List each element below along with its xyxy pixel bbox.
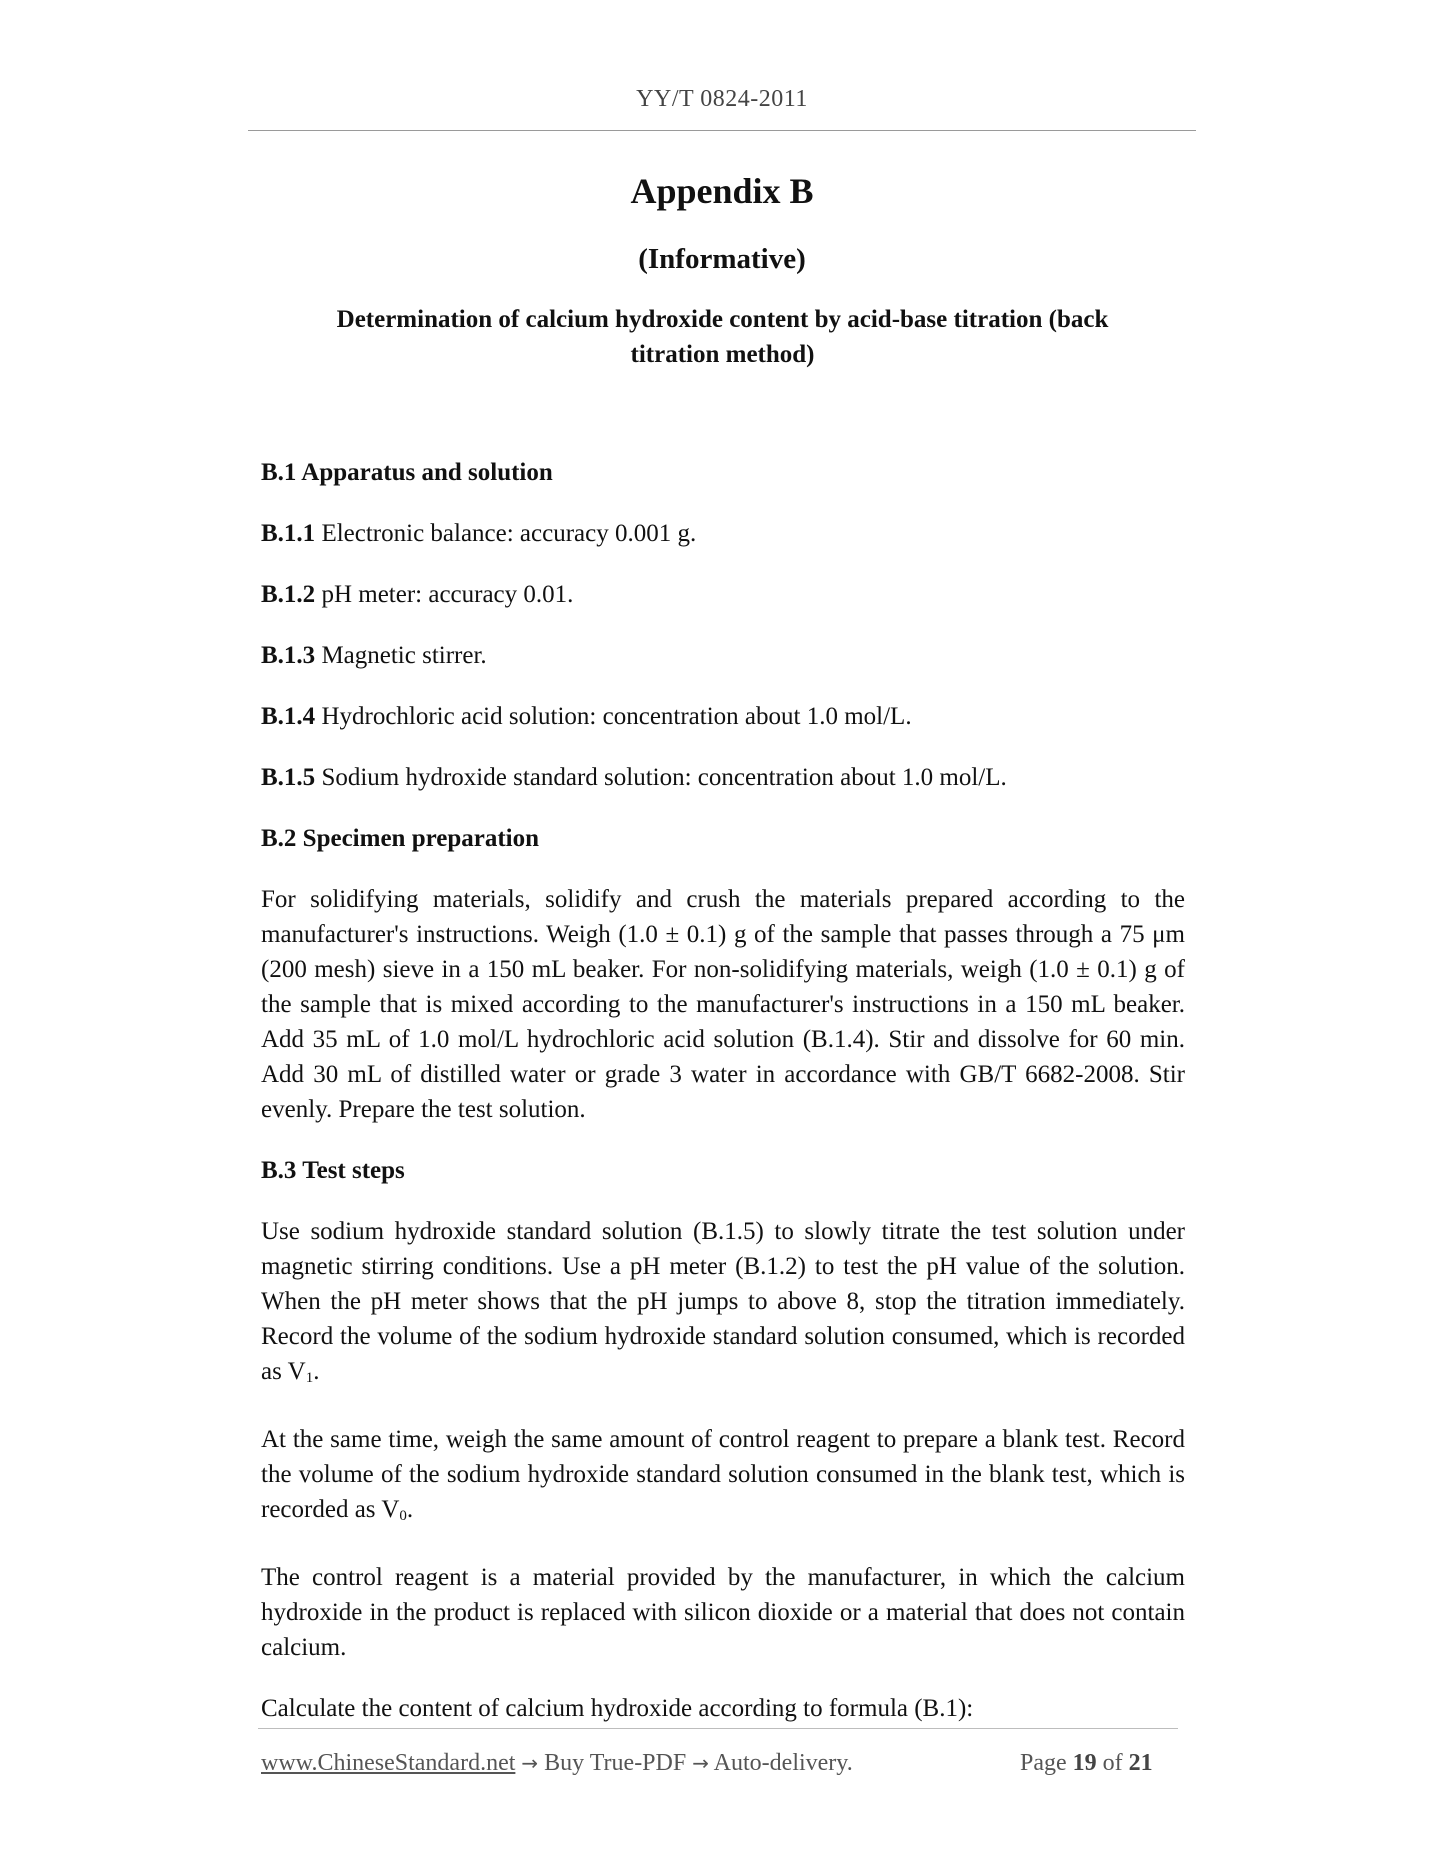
paragraph-text: At the same time, weigh the same amount of control reagent to prepare a blank test. Record the volume of the sodium hydroxide standard solution consumed in the blank test, which is recorded as V: [261, 1426, 1185, 1523]
footer-divider: [258, 1728, 1178, 1729]
paragraph-test-steps-1: [261, 1214, 1185, 1396]
header-divider: [248, 130, 1196, 131]
clause-b-1-4: [261, 699, 1185, 734]
clause-text: Sodium hydroxide standard solution: concentration about 1.0 mol/L.: [315, 764, 1007, 791]
page-indicator: [1020, 1750, 1153, 1777]
auto-delivery-text: Auto-delivery.: [713, 1750, 853, 1776]
clause-number: B.1.4: [261, 703, 316, 730]
clause-text: Magnetic stirrer.: [315, 642, 487, 669]
arrow-right-icon: →: [521, 1751, 539, 1775]
clause-b-1-1: [261, 516, 1185, 551]
clause-text: Electronic balance: accuracy 0.001 g.: [315, 520, 697, 547]
arrow-right-icon: →: [692, 1751, 709, 1775]
subscript: 1: [305, 1370, 314, 1386]
of-label: of: [1102, 1750, 1123, 1776]
clause-b-1-3: [261, 638, 1185, 673]
site-link[interactable]: www.ChineseStandard.net: [261, 1750, 516, 1776]
paragraph-specimen-preparation: For solidifying materials, solidify and crush the materials prepared according to the manufacturer's instructions. Weigh (1.0 ± 0.1) g of the sample that passes through a 75 μm (200 mesh) sieve in a 150 mL beaker. For non-solidifying materials, weigh (1.0 ± 0.1) g of the sample that is mixed according to the manufacturer's instructions in a 150 mL beaker. Add 35 mL of 1.0 mol/L hydrochloric acid solution (B.1.4). Stir and dissolve for 60 min. Add 30 mL of distilled water or grade 3 water in accordance with GB/T 6682-2008. Stir evenly. Prepare the test solution.: [261, 886, 1185, 1123]
appendix-main-heading: Determination of calcium hydroxide content by acid-base titration (back titration method): [336, 306, 1109, 368]
section-heading-b1: B.1 Apparatus and solution: [261, 459, 553, 486]
clause-text: Hydrochloric acid solution: concentration about 1.0 mol/L.: [315, 703, 912, 730]
paragraph-test-steps-2: [261, 1422, 1185, 1534]
page-total: 21: [1128, 1750, 1153, 1776]
buy-pdf-text: Buy True-PDF: [544, 1750, 687, 1776]
clause-number: B.1.3: [261, 642, 316, 669]
subscript: 0: [399, 1508, 407, 1524]
section-heading-b2: B.2 Specimen preparation: [261, 825, 540, 852]
clause-b-1-5: [261, 760, 1185, 795]
clause-number: B.1.2: [261, 581, 316, 608]
paragraph-formula-intro: Calculate the content of calcium hydroxide according to formula (B.1):: [261, 1695, 974, 1722]
page-label: Page: [1020, 1750, 1067, 1776]
paragraph-text: Use sodium hydroxide standard solution (B.1.5) to slowly titrate the test solution under magnetic stirring conditions. Use a pH meter (B.1.2) to test the pH value of the solution. When the pH meter shows that the pH jumps to above 8, stop the titration immediately. Record the volume of the sodium hydroxide standard solution consumed, which is recorded as V: [261, 1218, 1185, 1385]
document-body: [261, 455, 1185, 1752]
paragraph-end: .: [313, 1358, 320, 1385]
paragraph-control-reagent: The control reagent is a material provided by the manufacturer, in which the calcium hydroxide in the product is replaced with silicon dioxide or a material that does not contain calcium.: [261, 1564, 1185, 1661]
clause-b-1-2: [261, 577, 1185, 612]
standard-code-header: YY/T 0824-2011: [636, 86, 808, 112]
page-number: 19: [1072, 1750, 1097, 1776]
paragraph-end: .: [406, 1496, 414, 1523]
appendix-subtitle: (Informative): [638, 243, 806, 275]
appendix-title: Appendix B: [630, 171, 814, 211]
clause-text: pH meter: accuracy 0.01.: [315, 581, 574, 608]
clause-number: B.1.5: [261, 764, 316, 791]
clause-number: B.1.1: [261, 520, 316, 547]
section-heading-b3: B.3 Test steps: [261, 1157, 405, 1184]
footer-links: [261, 1750, 853, 1777]
